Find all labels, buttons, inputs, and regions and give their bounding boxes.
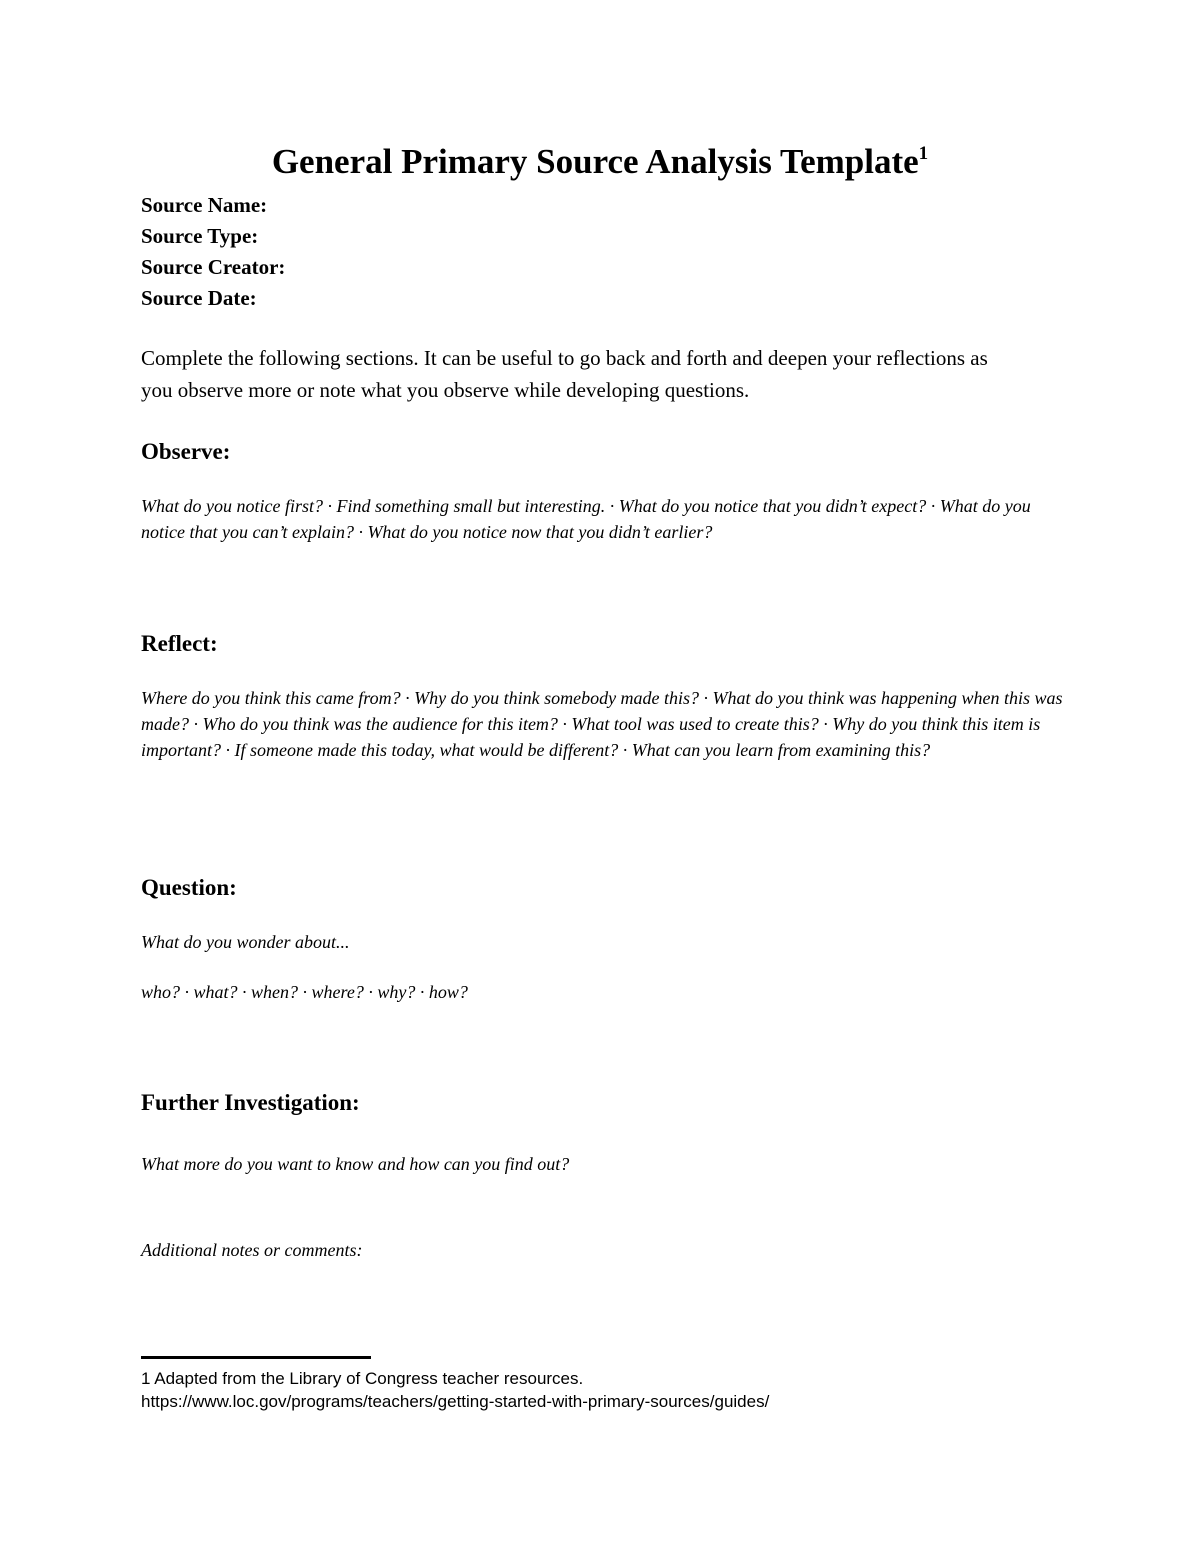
page-title-text: General Primary Source Analysis Template [271, 142, 919, 181]
question-list: who? · what? · when? · where? · why? · how? [141, 982, 468, 1002]
footnote-text: 1 Adapted from the Library of Congress teacher resources. [141, 1369, 584, 1388]
source-creator-label: Source Creator: [141, 255, 286, 279]
source-type-label: Source Type: [141, 224, 259, 248]
page-title [0, 142, 1200, 182]
question-prompt: What do you wonder about... [141, 932, 350, 952]
further-investigation-heading: Further Investigation: [141, 1090, 360, 1115]
additional-notes-label: Additional notes or comments: [141, 1240, 363, 1260]
reflect-prompt: Where do you think this came from? · Why do you think somebody made this? · What do you think was happening when this was made? · Who do you think was the audience for this item? · What tool was used to create this? · Why do you think this item is important? · If someone made this today, what would be different? · What can you learn from examining this? [141, 688, 1063, 760]
source-name-label: Source Name: [141, 193, 268, 217]
reflect-heading: Reflect: [141, 631, 218, 656]
footnote-separator [141, 1356, 371, 1359]
source-fields [141, 190, 285, 314]
question-heading: Question: [141, 875, 237, 900]
further-investigation-prompt: What more do you want to know and how can you find out? [141, 1154, 570, 1174]
footnote [141, 1367, 769, 1413]
observe-prompt: What do you notice first? · Find something small but interesting. · What do you notice that you didn’t expect? · What do you notice that you can’t explain? · What do you notice now that you didn’t earlier? [141, 496, 1031, 542]
footnote-url: https://www.loc.gov/programs/teachers/getting-started-with-primary-sources/guides/ [141, 1392, 770, 1411]
intro-paragraph: Complete the following sections. It can be useful to go back and forth and deepen your reflections as you observe more or note what you observe while developing questions. [141, 346, 988, 402]
title-footnote-ref: 1 [918, 143, 929, 164]
source-date-label: Source Date: [141, 286, 257, 310]
observe-heading: Observe: [141, 439, 231, 464]
